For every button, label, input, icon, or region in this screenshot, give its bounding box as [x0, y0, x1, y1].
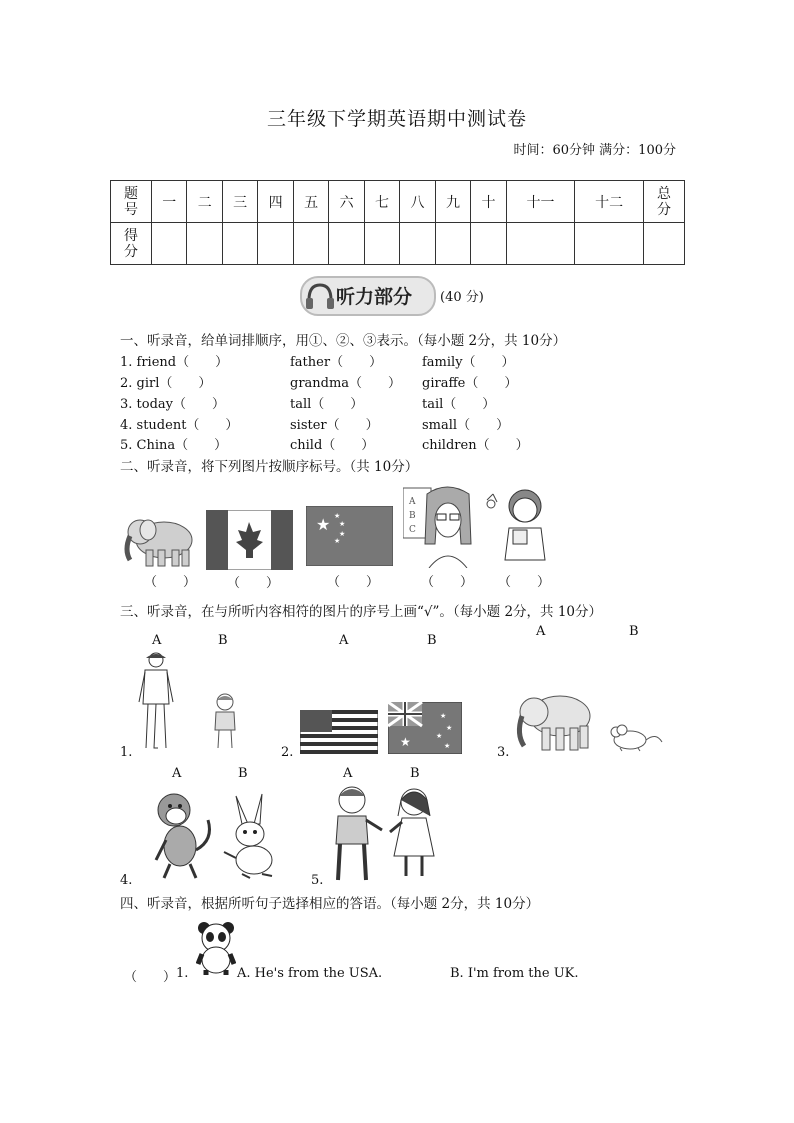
score-label-1: 得: [124, 227, 138, 244]
question-number: 3.: [497, 745, 510, 760]
word-item: 1. friend（ ）: [120, 355, 229, 370]
score-table: [110, 180, 685, 265]
svg-text:★: ★: [440, 712, 447, 720]
answer-option-a[interactable]: A. He's from the USA.: [237, 966, 383, 981]
header-cell-label: [111, 181, 152, 223]
small-boy-picture[interactable]: [210, 692, 240, 752]
word-item: tall（ ）: [290, 397, 364, 412]
word-item: 2. girl（ ）: [120, 376, 212, 391]
svg-text:★: ★: [436, 732, 443, 740]
score-cell[interactable]: [364, 223, 399, 265]
question-number: 1.: [120, 745, 133, 760]
rabbit-picture[interactable]: [220, 790, 282, 880]
svg-text:★: ★: [334, 537, 341, 545]
header-cell: 四: [258, 181, 293, 223]
word-item: tail（ ）: [422, 397, 496, 412]
svg-text:C: C: [409, 525, 416, 535]
total-label-1: 总: [657, 185, 671, 202]
answer-blank[interactable]: （ ）: [124, 970, 177, 985]
elephant-picture: [122, 510, 198, 570]
option-a-label: A: [343, 766, 353, 781]
teacher-picture: [403, 484, 475, 568]
answer-blank[interactable]: （ ）: [421, 575, 474, 590]
question-number: 2.: [281, 745, 294, 760]
canada-flag-picture: [206, 510, 293, 570]
option-a-label: A: [172, 766, 182, 781]
option-a-label: A: [152, 633, 162, 648]
listening-points: (40 分): [440, 290, 484, 305]
panda-picture: [196, 920, 236, 976]
option-b-label: B: [410, 766, 420, 781]
score-cell[interactable]: [471, 223, 506, 265]
score-label-2: 分: [124, 243, 138, 260]
score-cell[interactable]: [258, 223, 293, 265]
time-and-score-info: 时间：60分钟 满分：100分: [513, 143, 676, 158]
section2-heading: 二、听录音，将下列图片按顺序标号。（共 10分）: [120, 459, 419, 475]
score-cell[interactable]: [400, 223, 435, 265]
option-a-label: A: [536, 624, 546, 639]
header-cell: 十一: [506, 181, 575, 223]
score-table-header-row: [111, 181, 685, 223]
header-label-1: 题: [124, 185, 138, 202]
boy-picture[interactable]: [326, 784, 384, 884]
word-item: father（ ）: [290, 355, 383, 370]
answer-option-b[interactable]: B. I'm from the UK.: [450, 966, 579, 981]
score-cell[interactable]: [506, 223, 575, 265]
svg-text:★: ★: [339, 530, 346, 538]
option-b-label: B: [218, 633, 228, 648]
question-number: 1.: [176, 966, 189, 981]
option-b-label: B: [427, 633, 437, 648]
answer-blank[interactable]: （ ）: [498, 575, 551, 590]
svg-text:★: ★: [446, 724, 453, 732]
word-item: grandma（ ）: [290, 376, 402, 391]
section4-heading: 四、听录音，根据所听句子选择相应的答语。（每小题 2分，共 10分）: [120, 896, 540, 912]
china-flag-picture: [306, 506, 393, 566]
headphones-icon: [304, 280, 336, 312]
option-a-label: A: [339, 633, 349, 648]
header-cell: 七: [364, 181, 399, 223]
header-cell: 八: [400, 181, 435, 223]
question-number: 4.: [120, 873, 133, 888]
word-item: 3. today（ ）: [120, 397, 226, 412]
header-cell: 十: [471, 181, 506, 223]
score-cell[interactable]: [187, 223, 222, 265]
header-cell: 五: [293, 181, 328, 223]
header-cell: 一: [152, 181, 187, 223]
score-cell[interactable]: [435, 223, 470, 265]
header-cell: 九: [435, 181, 470, 223]
svg-text:B: B: [409, 511, 416, 521]
svg-text:★: ★: [400, 735, 411, 749]
svg-text:★: ★: [339, 520, 346, 528]
word-item: sister（ ）: [290, 418, 379, 433]
answer-blank[interactable]: （ ）: [327, 575, 380, 590]
listening-label: 听力部分: [336, 286, 413, 308]
word-item: 5. China（ ）: [120, 438, 228, 453]
score-table-score-row: [111, 223, 685, 265]
word-item: 4. student（ ）: [120, 418, 239, 433]
word-item: small（ ）: [422, 418, 510, 433]
girl-reading-picture: [483, 486, 551, 562]
score-cell[interactable]: [293, 223, 328, 265]
word-item: giraffe（ ）: [422, 376, 518, 391]
big-elephant-picture[interactable]: [512, 690, 594, 754]
answer-blank[interactable]: （ ）: [227, 576, 280, 591]
australia-flag-picture[interactable]: [388, 702, 462, 754]
score-cell[interactable]: [644, 223, 685, 265]
word-item: family（ ）: [422, 355, 515, 370]
girl-picture[interactable]: [386, 786, 438, 880]
score-row-label: [111, 223, 152, 265]
score-cell[interactable]: [152, 223, 187, 265]
header-label-2: 号: [124, 201, 138, 218]
svg-text:A: A: [409, 497, 416, 507]
score-cell[interactable]: [329, 223, 364, 265]
word-item: child（ ）: [290, 438, 375, 453]
svg-text:★: ★: [316, 515, 331, 534]
page-title: 三年级下学期英语期中测试卷: [266, 108, 527, 130]
header-cell: 二: [187, 181, 222, 223]
usa-flag-picture[interactable]: [300, 710, 378, 754]
header-cell: 三: [222, 181, 257, 223]
header-cell-total: [644, 181, 685, 223]
mouse-picture[interactable]: [606, 724, 664, 752]
svg-text:★: ★: [334, 512, 341, 520]
header-cell: 十二: [575, 181, 644, 223]
tall-man-picture[interactable]: [136, 652, 176, 752]
answer-blank[interactable]: （ ）: [144, 575, 197, 590]
total-label-2: 分: [657, 201, 671, 218]
score-cell[interactable]: [222, 223, 257, 265]
option-b-label: B: [238, 766, 248, 781]
option-b-label: B: [629, 624, 639, 639]
header-cell: 六: [329, 181, 364, 223]
section1-heading: 一、听录音，给单词排顺序，用①、②、③表示。（每小题 2分，共 10分）: [120, 333, 567, 349]
monkey-picture[interactable]: [150, 790, 216, 880]
svg-text:★: ★: [444, 742, 451, 750]
question-number: 5.: [311, 873, 324, 888]
score-cell[interactable]: [575, 223, 644, 265]
word-item: children（ ）: [422, 438, 529, 453]
section3-heading: 三、听录音，在与所听内容相符的图片的序号上画“√”。（每小题 2分，共 10分）: [120, 604, 603, 620]
